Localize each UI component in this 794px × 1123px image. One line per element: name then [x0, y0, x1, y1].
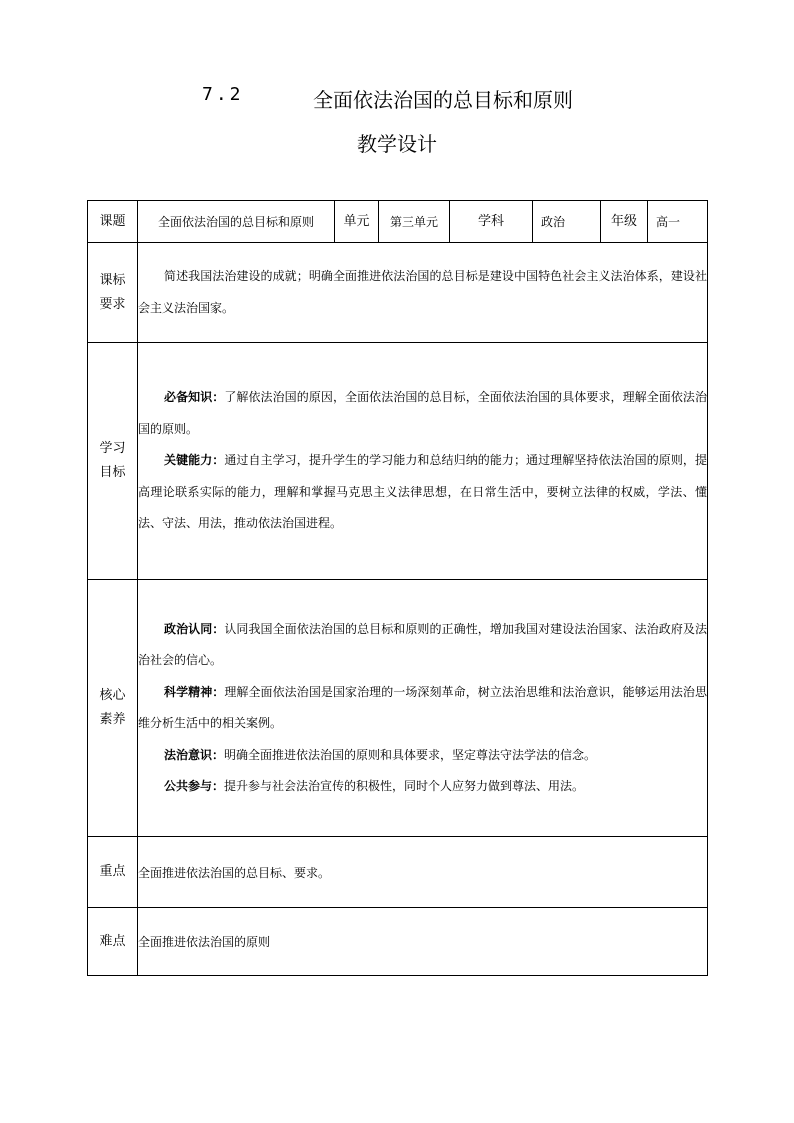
topic-label: 课题	[88, 201, 138, 243]
law-paragraph: 法治意识：明确全面推进依法治国的原则和具体要求，坚定尊法守法学法的信念。	[164, 747, 597, 762]
key-point-text: 全面推进依法治国的总目标、要求。	[138, 837, 708, 908]
key-point-row	[88, 837, 708, 908]
public-paragraph: 公共参与：提升参与社会法治宣传的积极性，同时个人应努力做到尊法、用法。	[164, 779, 585, 793]
grade-value: 高一	[648, 201, 708, 243]
document-title	[0, 84, 794, 112]
lesson-title: 全面依法治国的总目标和原则	[313, 88, 573, 112]
objectives-row	[88, 343, 708, 580]
objectives-text	[138, 343, 708, 580]
unit-value: 第三单元	[379, 201, 450, 243]
difficulty-text: 全面推进依法治国的原则	[138, 908, 708, 976]
unit-label: 单元	[335, 201, 379, 243]
literacy-text	[138, 580, 708, 837]
difficulty-label: 难点	[88, 908, 138, 976]
political-paragraph: 政治认同：认同我国全面依法治国的总目标和原则的正确性，增加我国对建设法治国家、法治政府及法治社会的信心。	[138, 621, 707, 667]
standard-label: 课标 要求	[88, 243, 138, 343]
document-subtitle: 教学设计	[357, 132, 437, 156]
grade-label: 年级	[601, 201, 648, 243]
science-paragraph: 科学精神：理解全面依法治国是国家治理的一场深刻革命，树立法治思维和法治意识，能够运用法治思维分析生活中的相关案例。	[138, 684, 707, 730]
literacy-row	[88, 580, 708, 837]
ability-paragraph: 关键能力：通过自主学习，提升学生的学习能力和总结归纳的能力；通过理解坚持依法治国的原则，提高理论联系实际的能力，理解和掌握马克思主义法律思想，在日常生活中，要树立法律的权威，学法、懂法、守法、用法，推动依法治国进程。	[138, 453, 707, 531]
subject-label: 学科	[450, 201, 533, 243]
subject-value: 政治	[533, 201, 601, 243]
header-row	[88, 201, 708, 243]
key-point-label: 重点	[88, 837, 138, 908]
knowledge-paragraph: 必备知识：了解依法治国的原因，全面依法治国的总目标，全面依法治国的具体要求，理解全面依法治国的原则。	[138, 390, 707, 436]
topic-value: 全面依法治国的总目标和原则	[138, 201, 335, 243]
standard-text: 简述我国法治建设的成就；明确全面推进依法治国的总目标是建设中国特色社会主义法治体系，建设社会主义法治国家。	[138, 243, 708, 343]
difficulty-row	[88, 908, 708, 976]
standard-row	[88, 243, 708, 343]
literacy-label: 核心 素养	[88, 580, 138, 837]
lesson-plan-table	[87, 200, 708, 976]
section-number: 7.2	[202, 84, 244, 105]
objectives-label: 学习 目标	[88, 343, 138, 580]
